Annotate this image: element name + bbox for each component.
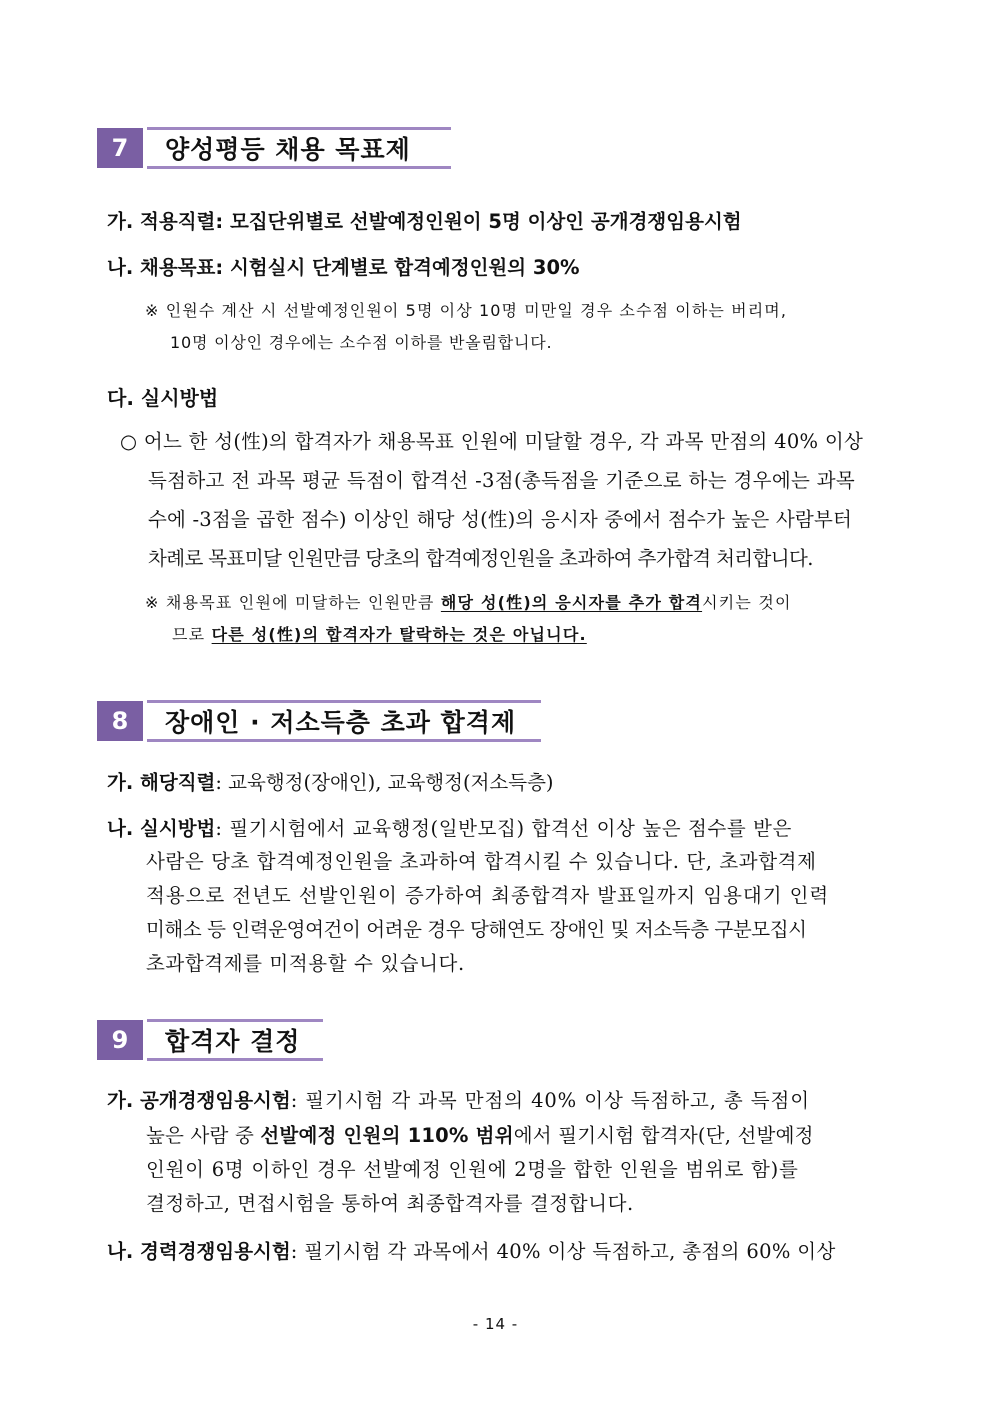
s7-note2-line2 [172,622,587,645]
s8-na-line4: 미해소 등 인력운영여건이 어려운 경우 당해연도 장애인 및 저소득층 구분모집시 [146,918,807,941]
s9-ga-label: 가. 공개경쟁임용시험 [107,1089,291,1112]
s9-ga-text-2a: 높은 사람 중 [146,1124,261,1147]
s7-item-na: 나. 채용목표: 시험실시 단계별로 합격예정인원의 30% [107,256,580,279]
section-7-number: 7 [97,128,143,168]
s7-bullet-line3: 수에 -3점을 곱한 점수) 이상인 해당 성(性)의 응시자 중에서 점수가 높은 사람부터 [148,508,853,531]
s7-item-ga: 가. 적용직렬: 모집단위별로 선발예정인원이 5명 이상인 공개경쟁임용시험 [107,210,742,233]
s9-item-ga-line1 [107,1085,810,1113]
s9-ga-text-1: : 필기시험 각 과목 만점의 40% 이상 득점하고, 총 득점이 [290,1089,810,1112]
s8-ga-label: 가. 해당직렬 [107,771,216,794]
s7-item-da: 다. 실시방법 [107,386,219,410]
section-9-title: 합격자 결정 [147,1019,323,1061]
s8-na-line2: 사람은 당초 합격예정인원을 초과하여 합격시킬 수 있습니다. 단, 초과합격제 [146,850,817,873]
section-7-title: 양성평등 채용 목표제 [147,127,451,169]
note2-emphasis-e: 다른 성(性)의 합격자가 탈락하는 것은 아닙니다. [211,625,587,644]
page-number: - 14 - [472,1315,519,1333]
s9-ga-line4: 결정하고, 면접시험을 통하여 최종합격자를 결정합니다. [146,1192,634,1215]
s8-na-label: 나. 실시방법 [107,817,216,840]
s9-ga-emphasis: 선발예정 인원의 110% 범위 [260,1124,514,1147]
section-8-number: 8 [97,701,143,741]
s8-na-line3: 적용으로 전년도 선발인원이 증가하여 최종합격자 발표일까지 임용대기 인력 [146,884,830,907]
s9-na-text-1: : 필기시험 각 과목에서 40% 이상 득점하고, 총점의 60% 이상 [290,1240,836,1263]
note2-text-c: 시키는 것이 [702,593,792,612]
note2-emphasis-a: 해당 성(性)의 응시자를 추가 합격 [440,593,703,612]
s9-item-na-line1 [107,1236,836,1264]
s9-ga-line3: 인원이 6명 이하인 경우 선발예정 인원에 2명을 합한 인원을 범위로 함)를 [146,1158,799,1181]
s8-item-na-line1 [107,813,792,841]
note2-text-a: ※ 채용목표 인원에 미달하는 인원만큼 [145,593,441,612]
note2-text-d: 므로 [172,625,212,644]
section-9-number: 9 [97,1020,143,1060]
s9-ga-text-2c: 에서 필기시험 합격자(단, 선발예정 [513,1124,814,1147]
section-8-title: 장애인 · 저소득층 초과 합격제 [147,700,541,742]
s9-ga-line2 [146,1120,814,1148]
s7-note1-line1: ※ 인원수 계산 시 선발예정인원이 5명 이상 10명 미만일 경우 소수점 이하는 버리며, [145,301,787,320]
s7-bullet-line4: 차례로 목표미달 인원만큼 당초의 합격예정인원을 초과하여 추가합격 처리합니다. [148,547,813,570]
s7-bullet-line1: ○ 어느 한 성(性)의 합격자가 채용목표 인원에 미달할 경우, 각 과목 만점의 40% 이상 [120,430,864,453]
s7-note2-line1 [145,590,792,613]
s8-na-text-1: : 필기시험에서 교육행정(일반모집) 합격선 이상 높은 점수를 받은 [215,817,792,840]
s7-note1-line2: 10명 이상인 경우에는 소수점 이하를 반올림합니다. [170,333,553,352]
s7-bullet-line2: 득점하고 전 과목 평균 득점이 합격선 -3점(총득점을 기준으로 하는 경우에는 과목 [148,469,856,492]
s8-ga-text: : 교육행정(장애인), 교육행정(저소득층) [215,771,554,794]
s8-item-ga [107,767,554,795]
s8-na-line5: 초과합격제를 미적용할 수 있습니다. [146,952,465,975]
s9-na-label: 나. 경력경쟁임용시험 [107,1240,291,1263]
